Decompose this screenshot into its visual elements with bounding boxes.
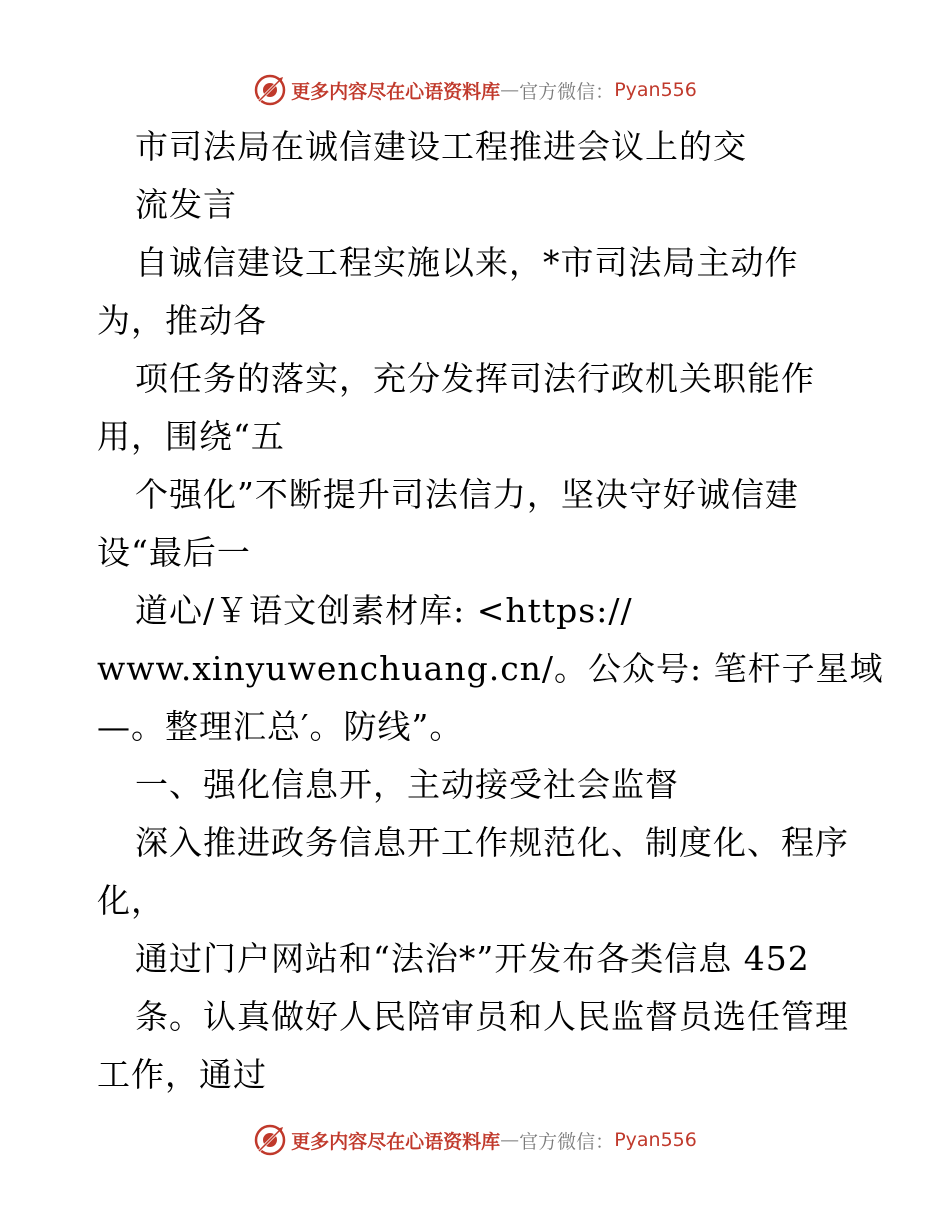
banner-wechat-id: Pyan556 bbox=[614, 79, 697, 101]
doc-text-line: 自诚信建设工程实施以来，*市司法局主动作 bbox=[135, 243, 799, 282]
doc-text-line: 用，围绕“五 bbox=[97, 417, 285, 456]
banner-subtitle: 官方微信： bbox=[519, 80, 615, 103]
doc-title-line-1: 市司法局在诚信建设工程推进会议上的交 bbox=[135, 127, 747, 166]
doc-text-line: 个强化”不断提升司法信力，坚决守好诚信建 bbox=[135, 475, 799, 514]
doc-text-line: 化， bbox=[97, 881, 165, 920]
doc-text-line: —。整理汇总′。防线”。 bbox=[97, 707, 464, 746]
banner-title: 更多内容尽在心语资料库 bbox=[291, 1130, 501, 1153]
doc-text-line: 工作，通过 bbox=[97, 1055, 267, 1094]
banner-subtitle: 官方微信： bbox=[519, 1130, 615, 1153]
doc-text-line: 通过门户网站和“法治*”开发布各类信息 452 bbox=[135, 939, 810, 978]
doc-text-line: 条。认真做好人民陪审员和人民监督员选任管理 bbox=[135, 997, 849, 1036]
doc-text-line: 道心/￥语文创素材库: <https:// bbox=[135, 591, 633, 630]
banner-dash: — bbox=[500, 79, 520, 101]
banner-wechat-id: Pyan556 bbox=[614, 1129, 697, 1151]
banner-title: 更多内容尽在心语资料库 bbox=[291, 80, 501, 103]
footer-banner bbox=[0, 1120, 950, 1160]
doc-text-line: 设“最后一 bbox=[97, 533, 251, 572]
logo-icon bbox=[253, 1123, 287, 1157]
banner-dash: — bbox=[500, 1129, 520, 1151]
doc-text-line: 项任务的落实，充分发挥司法行政机关职能作 bbox=[135, 359, 815, 398]
doc-title-line-2: 流发言 bbox=[135, 185, 237, 224]
logo-icon bbox=[253, 73, 287, 107]
doc-text-line: 为，推动各 bbox=[97, 301, 267, 340]
doc-text-line: 深入推进政务信息开工作规范化、制度化、程序 bbox=[135, 823, 849, 862]
header-banner bbox=[0, 70, 950, 110]
section-heading: 一、强化信息开，主动接受社会监督 bbox=[135, 765, 679, 804]
doc-text-line: www.xinyuwenchuang.cn/。公众号: 笔杆子星域 bbox=[97, 649, 884, 688]
